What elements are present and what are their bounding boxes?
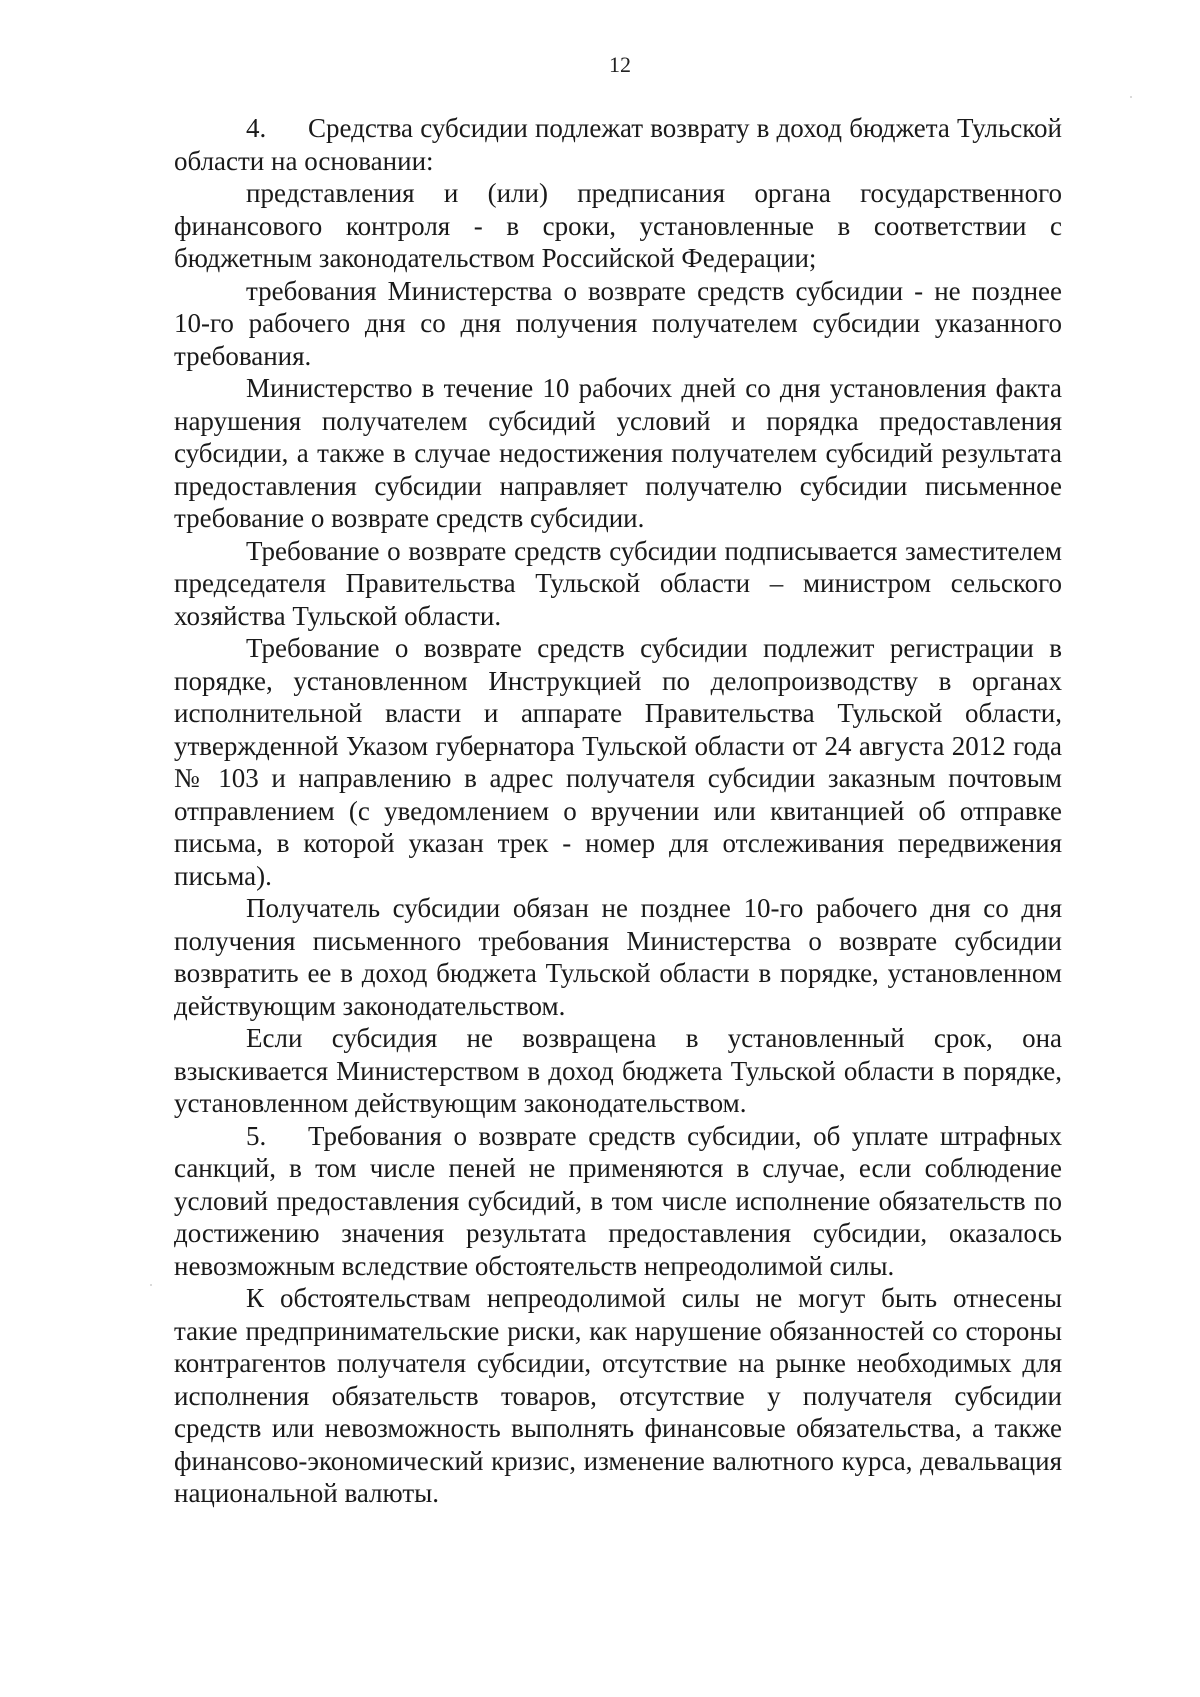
paragraph: Получатель субсидии обязан не позднее 10-го рабочего дня со дня получения письменного требования Министерства о возврате субсидии возвратить ее в доход бюджета Тульской области в порядке, установленном действующим законодательством. <box>174 893 1062 1021</box>
paragraph: К обстоятельствам непреодолимой силы не могут быть отнесены такие предпринимательские риски, как нарушение обязанностей со стороны контрагентов получателя субсидии, отсутствие на рынке необходимых для исполнения обязательств товаров, отсутствие у получателя субсидии средств или невозможность выполнять финансовые обязательства, а также финансово-экономический кризис, изменение валютного курса, девальвация национальной валюты. <box>174 1283 1062 1508</box>
paragraph: Требование о возврате средств субсидии подписывается заместителем председателя Правительства Тульской области – министром сельского хозяйства Тульской области. <box>174 535 1062 631</box>
scan-speck <box>1130 96 1132 98</box>
paragraph-4 <box>174 112 1062 177</box>
paragraph-text: Требования о возврате средств субсидии, об уплате штрафных санкций, в том числе пеней не применяются в случае, если соблюдение условий предоставления субсидий, в том числе исполнение обязательств по достижению значения результата предоставления субсидии, оказалось невозможным вследствие обстоятельств непреодолимой силы. <box>174 1120 1062 1281</box>
paragraph: требования Министерства о возврате средств субсидии - не позднее 10-го рабочего дня со дня получения получателем субсидии указанного требования. <box>174 275 1062 371</box>
paragraph: Министерство в течение 10 рабочих дней со дня установления факта нарушения получателем субсидий условий и порядка предоставления субсидии, а также в случае недостижения получателем субсидий результата предоставления субсидии направляет получателю субсидии письменное требование о возврате средств субсидии. <box>174 373 1062 533</box>
paragraph: Требование о возврате средств субсидии подлежит регистрации в порядке, установленном Инструкцией по делопроизводству в органах исполнительной власти и аппарате Правительства Тульской области, утвержденной Указом губернатора Тульской области от 24 августа 2012 года № 103 и направлению в адрес получателя субсидии заказным почтовым отправлением (с уведомлением о вручении или квитанцией об отправке письма, в которой указан трек - номер для отслеживания передвижения письма). <box>174 633 1062 891</box>
paragraph: Если субсидия не возвращена в установленный срок, она взыскивается Министерством в доход бюджета Тульской области в порядке, установленном действующим законодательством. <box>174 1023 1062 1118</box>
paragraph-5 <box>174 1120 1062 1283</box>
document-body <box>174 112 1062 1510</box>
paragraph: представления и (или) предписания органа государственного финансового контроля - в сроки, установленные в соответствии с бюджетным законодательством Российской Федерации; <box>174 178 1062 273</box>
scan-speck <box>150 1284 152 1286</box>
paragraph-text: Средства субсидии подлежат возврату в доход бюджета Тульской области на основании: <box>174 113 1062 176</box>
page-number: 12 <box>609 52 631 77</box>
paragraph-number: 4. <box>246 113 267 143</box>
paragraph-number: 5. <box>246 1120 267 1151</box>
